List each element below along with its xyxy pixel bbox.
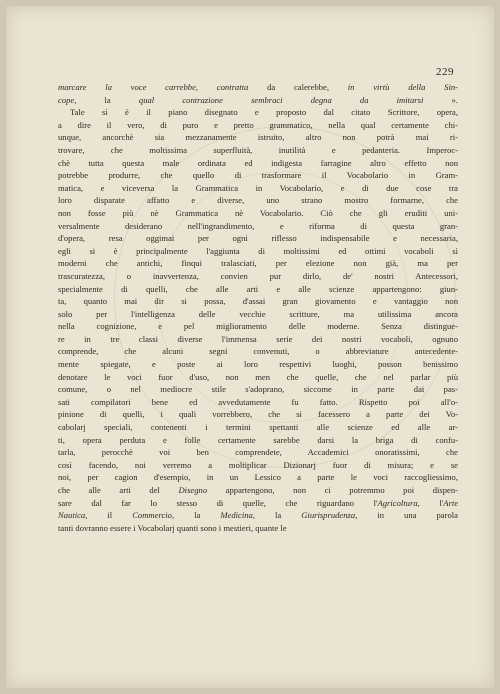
- text-line: [58, 245, 458, 258]
- italic-span: Giurisprudenza: [301, 510, 356, 521]
- text-line: [58, 157, 458, 170]
- text-span: non fosse più nè Grammatica nè Vocabolario. Ciò che gli eruditi uni-: [58, 207, 458, 218]
- text-span: egli si è principalmente l'aggiunta di moltissimi ed ottimi vocaboli sì: [58, 245, 458, 256]
- text-span: noi, per cagion d'esempio, in un Lessico a parte le voci raccogliessimo,: [58, 472, 458, 483]
- text-line: [58, 396, 458, 409]
- text-line: [58, 497, 458, 510]
- text-span: solo per l'intelligenza delle vecchie scritture, ma utilissima ancora: [58, 308, 458, 319]
- text-span: ta, quanto mai dir si possa, d'assai gran giovamento e vantaggio non: [58, 296, 458, 307]
- text-line: [58, 308, 458, 321]
- text-span: denotare le voci fuor d'uso, non men che quelle, che nel parlar più: [58, 371, 458, 382]
- text-span: re in tre classi diverse l'immensa serie dei nostri vocaboli, ognuno: [58, 333, 458, 344]
- text-span: , la: [74, 94, 139, 105]
- text-span: Tale sì è il piano disegnato e proposto dal citato Scrittore, opera,: [70, 107, 458, 118]
- text-span: a dire il vero, di puro e pretto grammatico, nella qual certamente chi-: [58, 119, 458, 130]
- text-span: che alle arti del: [58, 485, 179, 495]
- text-line: [58, 283, 458, 296]
- text-span: chè tutta questa male ordinata ed indigesta farragine altro effetto non: [58, 157, 458, 168]
- text-line: [58, 232, 458, 245]
- text-line: [58, 471, 458, 484]
- text-span: potrebbe produrre, che quello di trasformare il Vocabolario in Gram-: [58, 170, 458, 181]
- text-span: d'opera, resa oggimai per ogni riflesso indispensabile e necessaria,: [58, 233, 458, 244]
- text-span: così facendo, noi verremo a moltiplicar Dizionarj fuor di misura; e se: [58, 459, 458, 470]
- text-span: ».: [423, 94, 458, 105]
- text-line: [58, 207, 458, 220]
- text-line: [58, 320, 458, 333]
- text-line: [58, 408, 458, 421]
- italic-span: Disegno: [178, 485, 208, 495]
- text-line: [58, 333, 458, 346]
- text-span: nella cognizione, e pel miglioramento delle moderne. Senza distingue-: [58, 321, 458, 332]
- page-number: 229: [436, 66, 454, 78]
- text-line: [58, 421, 458, 434]
- text-span: mente spiegate, e poste ai loro respettivi luoghi, posson benissimo: [58, 359, 458, 370]
- text-span: specialmente di quelli, che alle arti e alle scienze appartengono: giun-: [58, 283, 458, 294]
- text-line: [58, 257, 458, 270]
- text-span: , il: [85, 510, 133, 521]
- italic-span: Agricoltura: [377, 497, 418, 508]
- body-text: [58, 81, 458, 534]
- text-line: [58, 94, 458, 107]
- text-line: [58, 295, 458, 308]
- italic-span: Commercio: [132, 510, 172, 521]
- text-line: [58, 459, 458, 472]
- text-span: ti, opera perduta e folle certamente sarebbe darsi la briga di confu-: [58, 434, 458, 445]
- text-line: [58, 131, 458, 144]
- text-span: tarla, perocchè voi ben comprendete, Accademici onoratissimi, che: [58, 447, 458, 458]
- text-span: tanti dovranno essere i Vocabolarj quanti sono i mestieri, quante le: [58, 522, 287, 533]
- book-page: [6, 6, 494, 688]
- text-line: [58, 371, 458, 384]
- text-span: unque, ancorchè sia mezzanamente istruito, altro non potrà mai ri-: [58, 132, 458, 143]
- text-line: [58, 270, 458, 283]
- text-line: [58, 434, 458, 447]
- text-span: pinione di quelli, i quali vorrebbero, che si facessero a parte dei Vo-: [58, 409, 458, 420]
- text-span: sati compilatori bene ed avvedutamente fu fatto. Rispetto poi all'o-: [58, 396, 458, 407]
- italic-span: marcare la voce carrebbe,: [58, 82, 217, 92]
- text-line: [58, 169, 458, 182]
- italic-span: qual contrazione sembraci degna da imitarsi: [138, 94, 424, 105]
- text-span: matica, e viceversa la Grammatica in Vocabolario, e di due cose tra: [58, 182, 458, 193]
- text-span: da calerebbe,: [248, 82, 348, 92]
- text-line: [58, 194, 458, 207]
- italic-span: Medicina: [220, 510, 253, 521]
- text-span: sare dal far lo stesso di quelle, che riguardano l': [58, 497, 378, 508]
- text-line: [58, 358, 458, 371]
- text-line: [58, 220, 458, 233]
- text-span: , la: [252, 510, 302, 521]
- text-line: [58, 509, 458, 522]
- text-span: comprende, che alcuni segni convenuti, o abbreviature antecedente-: [58, 346, 458, 357]
- text-line: [58, 522, 458, 535]
- italic-span: Arte: [443, 497, 459, 508]
- text-span: versalmente desiderano nell'ingrandimento, e riforma di questa gran-: [58, 220, 458, 231]
- italic-span: cope: [58, 94, 75, 105]
- italic-span: Nautica: [58, 510, 86, 521]
- text-span: trascuratezza, o inavvertenza, convien pur dirlo, de' nostri Antecessori,: [58, 270, 458, 281]
- text-line: [58, 182, 458, 195]
- text-span: appartengono, non ci potremmo poi dispen-: [207, 485, 459, 495]
- text-span: , l': [417, 497, 444, 508]
- text-line: [58, 383, 458, 396]
- text-span: comune, o nel mediocre stile s'adoprano, siccome in parte dai pas-: [58, 384, 458, 395]
- text-line: [58, 119, 458, 132]
- text-line: [58, 144, 458, 157]
- italic-span: in virtù della Sin-: [347, 82, 458, 92]
- text-span: , in una parola: [355, 510, 458, 521]
- text-line: [58, 106, 458, 119]
- text-span: loro disparate affatto e diverse, uno strano mostro formarne, che: [58, 195, 458, 206]
- text-line: [58, 345, 458, 358]
- text-line: [58, 81, 458, 94]
- text-span: trovare, che moltissima superfluità, inutilità e pedanteria. Imperoc-: [58, 144, 458, 155]
- text-line: [58, 484, 458, 497]
- italic-span: contratta: [216, 82, 249, 92]
- text-span: , la: [171, 510, 221, 521]
- text-line: [58, 446, 458, 459]
- text-span: moderni che antichi, finqui tralasciati, per elezione non già, ma per: [58, 258, 458, 269]
- text-span: cabolarj speciali, contenenti i termini spettanti alle scienze ed alle ar-: [58, 422, 458, 433]
